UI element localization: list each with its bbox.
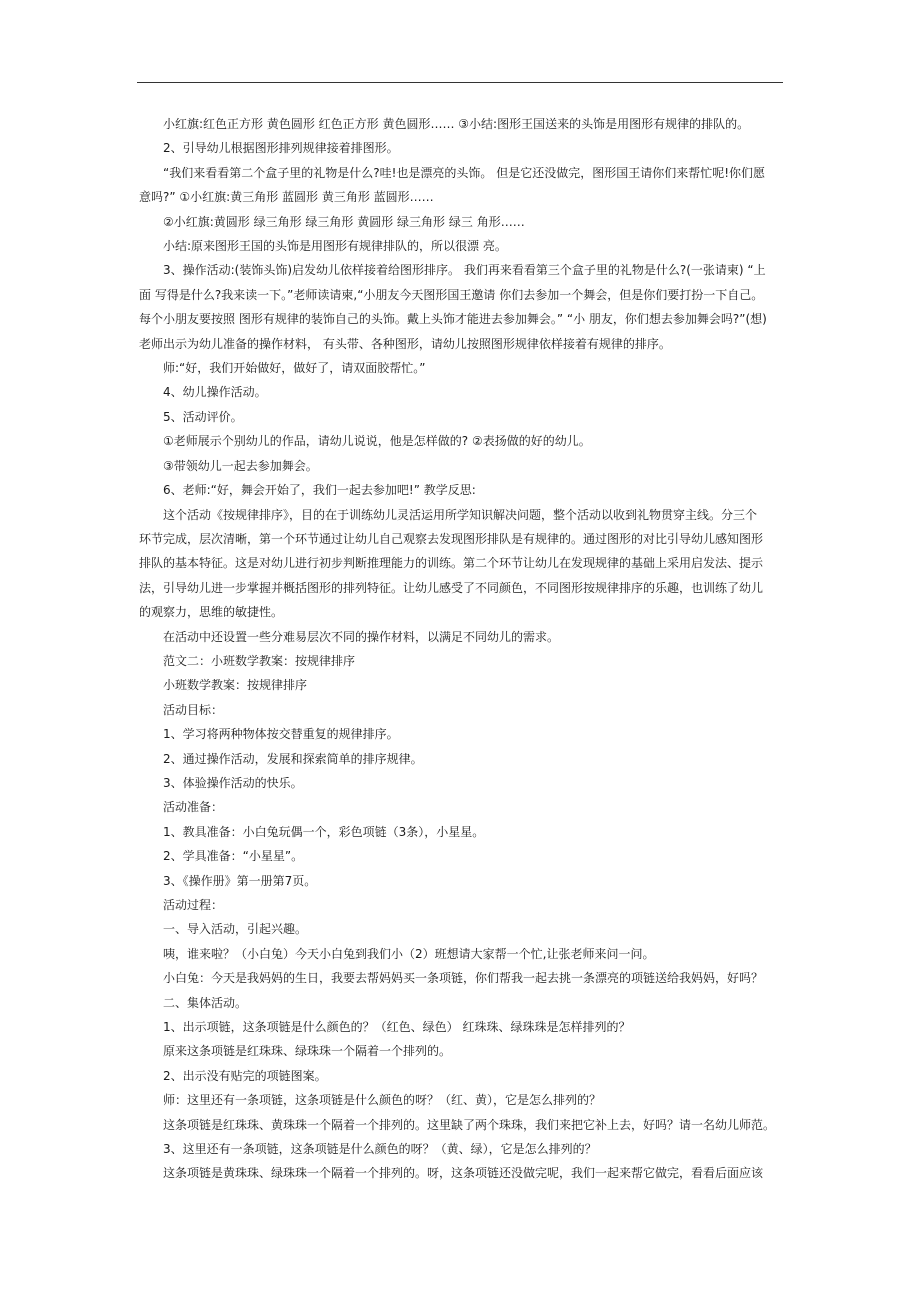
text-line: 2、学具准备：“小星星”。 <box>163 849 304 864</box>
text-line: 4、幼儿操作活动。 <box>163 385 267 400</box>
text-line: 这条项链是黄珠珠、绿珠珠一个隔着一个排列的。呀，这条项链还没做完呢，我们一起来帮它做完，看看后面应该 <box>163 1166 764 1181</box>
text-line: 每个小朋友要按照 图形有规律的装饰自己的头饰。戴上头饰才能进去参加舞会。” “小 朋友，你们想去参加舞会吗?”(想) <box>139 312 767 327</box>
text-line: 1、学习将两种物体按交替重复的规律排序。 <box>163 727 399 742</box>
text-line: 1、教具准备：小白兔玩偶一个，彩色项链（3条），小星星。 <box>163 824 485 839</box>
text-line: 咦，谁来啦？（小白兔）今天小白兔到我们小（2）班想请大家帮一个忙,让张老师来问一问。 <box>163 946 655 961</box>
text-line: 2、出示没有贴完的项链图案。 <box>163 1068 327 1083</box>
text-line: 6、老师:“好，舞会开始了，我们一起去参加吧!” 教学反思: <box>163 483 476 498</box>
text-line: 范文二：小班数学教案：按规律排序 <box>163 653 356 668</box>
text-line: 原来这条项链是红珠珠、绿珠珠一个隔着一个排列的。 <box>163 1044 452 1059</box>
text-line: 面 写得是什么?我来读一下。”老师读请柬,“小朋友今天图形国王邀请 你们去参加一个舞会，但是你们要打扮一下自己。 <box>139 287 764 302</box>
text-line: 3、体验操作活动的快乐。 <box>163 775 303 790</box>
text-line: 3、《操作册》第一册第7页。 <box>163 873 317 888</box>
text-line: 活动目标： <box>163 702 224 717</box>
text-line: 法，引导幼儿进一步掌握并概括图形的排列特征。让幼儿感受了不同颜色，不同图形按规律排序的乐趣，也训练了幼儿 <box>139 580 764 595</box>
text-line: 在活动中还设置一些分难易层次不同的操作材料，以满足不同幼儿的需求。 <box>163 629 560 644</box>
text-line: 活动过程： <box>163 898 224 912</box>
text-line: “我们来看看第二个盒子里的礼物是什么?哇!也是漂亮的头饰。 但是它还没做完，图形国王请你们来帮忙呢!你们愿 <box>163 165 766 180</box>
text-line: ③带领幼儿一起去参加舞会。 <box>163 458 318 473</box>
text-line: 3、这里还有一条项链，这条项链是什么颜色的呀？（黄、绿），它是怎么排列的？ <box>163 1142 597 1157</box>
text-line: 环节完成，层次清晰，第一个环节通过让幼儿自己观察去发现图形排队是有规律的。通过图形的对比引导幼儿感知图形 <box>139 531 764 546</box>
header-rule <box>137 82 783 83</box>
text-line: 意吗?” ①小红旗:黄三角形 蓝圆形 黄三角形 蓝圆形…… <box>139 190 434 205</box>
text-line: ②小红旗:黄圆形 绿三角形 绿三角形 黄圆形 绿三角形 绿三 角形…… <box>163 214 525 229</box>
text-line: 2、引导幼儿根据图形排列规律接着排图形。 <box>163 141 399 156</box>
text-line: 排队的基本特征。这是对幼儿进行初步判断推理能力的训练。第二个环节让幼儿在发现规律的基础上采用启发法、提示 <box>139 556 764 571</box>
text-line: 小班数学教案：按规律排序 <box>163 678 308 693</box>
text-line: 的观察力，思维的敏捷性。 <box>139 605 284 620</box>
text-line: 1、出示项链，这条项链是什么颜色的？（红色、绿色） 红珠珠、绿珠珠是怎样排列的？ <box>163 1020 631 1035</box>
text-line: 小红旗:红色正方形 黄色圆形 红色正方形 黄色圆形…… ③小结:图形王国送来的头饰是用图形有规律的排队的。 <box>163 117 750 131</box>
text-line: 师:“好，我们开始做好，做好了，请双面胶帮忙。” <box>163 361 426 376</box>
text-line: 3、操作活动:(装饰头饰)启发幼儿依样接着给图形排序。 我们再来看看第三个盒子里的礼物是什么?(一张请柬) “上 <box>163 263 766 278</box>
text-line: ①老师展示个别幼儿的作品，请幼儿说说，他是怎样做的? ②表扬做的好的幼儿。 <box>163 434 591 449</box>
text-line: 这个活动《按规律排序》，目的在于训练幼儿灵活运用所学知识解决问题，整个活动以收到礼物贯穿主线。分三个 <box>163 507 758 522</box>
text-line: 5、活动评价。 <box>163 409 243 424</box>
text-line: 2、通过操作活动，发展和探索简单的排序规律。 <box>163 751 423 766</box>
text-line: 二、集体活动。 <box>163 995 248 1010</box>
text-line: 师：这里还有一条项链，这条项链是什么颜色的呀？（红、黄），它是怎么排列的？ <box>163 1093 602 1108</box>
text-line: 小白兔：今天是我妈妈的生日，我要去帮妈妈买一条项链，你们帮我一起去挑一条漂亮的项链送给我妈妈，好吗？ <box>163 971 764 986</box>
text-line: 活动准备： <box>163 800 224 815</box>
text-line: 这条项链是红珠珠、黄珠珠一个隔着一个排列的。这里缺了两个珠珠，我们来把它补上去，好吗？请一名幼儿师范。 <box>163 1117 776 1132</box>
text-line: 老师出示为幼儿准备的操作材料， 有头带、各种图形，请幼儿按照图形规律依样接着有规律的排序。 <box>139 336 671 351</box>
document-body <box>139 112 787 1186</box>
text-line: 一、导入活动，引起兴趣。 <box>163 922 308 937</box>
text-line: 小结:原来图形王国的头饰是用图形有规律排队的，所以很漂 亮。 <box>163 239 507 254</box>
